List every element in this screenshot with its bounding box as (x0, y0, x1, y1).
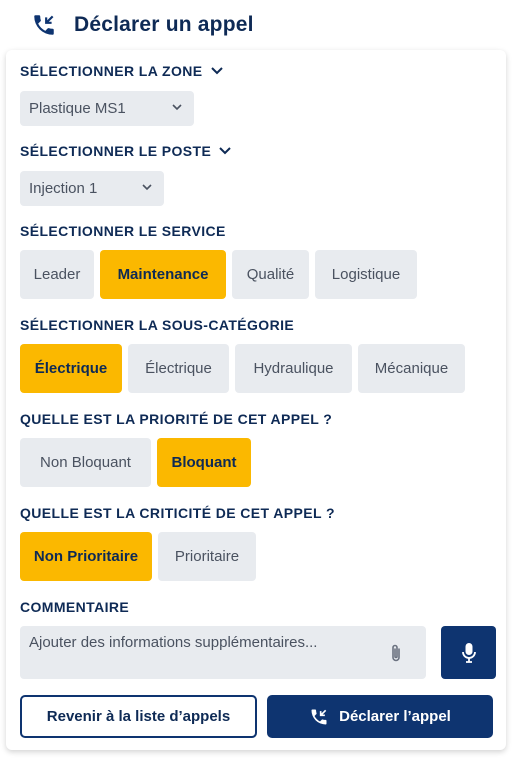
zone-label[interactable]: SÉLECTIONNER LA ZONE (20, 63, 223, 79)
microphone-button[interactable] (441, 626, 496, 679)
criticite-options (20, 532, 256, 581)
sous-categorie-option-hydraulique[interactable]: Hydraulique (235, 344, 352, 393)
back-to-calls-button[interactable]: Revenir à la liste d’appels (20, 695, 257, 738)
declare-call-button[interactable] (267, 695, 493, 738)
declare-call-label: Déclarer l’appel (339, 708, 451, 725)
paperclip-icon[interactable] (389, 643, 403, 663)
criticite-option-prioritaire[interactable]: Prioritaire (158, 532, 256, 581)
service-label: SÉLECTIONNER LE SERVICE (20, 223, 226, 239)
sous-categorie-option-mecanique[interactable]: Mécanique (358, 344, 465, 393)
page-title: Déclarer un appel (74, 13, 254, 36)
phone-callback-icon (30, 11, 58, 39)
poste-select[interactable]: Injection 1 (20, 171, 164, 206)
service-option-maintenance[interactable]: Maintenance (100, 250, 226, 299)
comment-input[interactable] (20, 626, 426, 679)
service-options (20, 250, 417, 299)
service-option-logistique[interactable]: Logistique (315, 250, 417, 299)
criticite-option-non-prioritaire[interactable]: Non Prioritaire (20, 532, 152, 581)
priorite-option-non-bloquant[interactable]: Non Bloquant (20, 438, 151, 487)
service-option-qualite[interactable]: Qualité (232, 250, 309, 299)
page-header (30, 10, 254, 40)
commentaire-label: COMMENTAIRE (20, 599, 130, 615)
comment-placeholder: Ajouter des informations supplémentaires... (29, 634, 318, 651)
priorite-label: QUELLE EST LA PRIORITÉ DE CET APPEL ? (20, 411, 333, 427)
chevron-down-icon (219, 147, 231, 155)
zone-select[interactable]: Plastique MS1 (20, 91, 194, 126)
phone-callback-icon (309, 707, 329, 727)
sous-categorie-options (20, 344, 465, 393)
chevron-down-icon (142, 184, 152, 191)
sous-categorie-option-electrique-2[interactable]: Électrique (128, 344, 229, 393)
priorite-option-bloquant[interactable]: Bloquant (157, 438, 251, 487)
microphone-icon (462, 642, 476, 664)
service-option-leader[interactable]: Leader (20, 250, 94, 299)
criticite-label: QUELLE EST LA CRITICITÉ DE CET APPEL ? (20, 505, 335, 521)
chevron-down-icon (172, 104, 182, 111)
sous-categorie-label: SÉLECTIONNER LA SOUS-CATÉGORIE (20, 317, 295, 333)
chevron-down-icon (211, 67, 223, 75)
priorite-options (20, 438, 251, 487)
poste-label[interactable]: SÉLECTIONNER LE POSTE (20, 143, 231, 159)
sous-categorie-option-electrique-1[interactable]: Électrique (20, 344, 122, 393)
